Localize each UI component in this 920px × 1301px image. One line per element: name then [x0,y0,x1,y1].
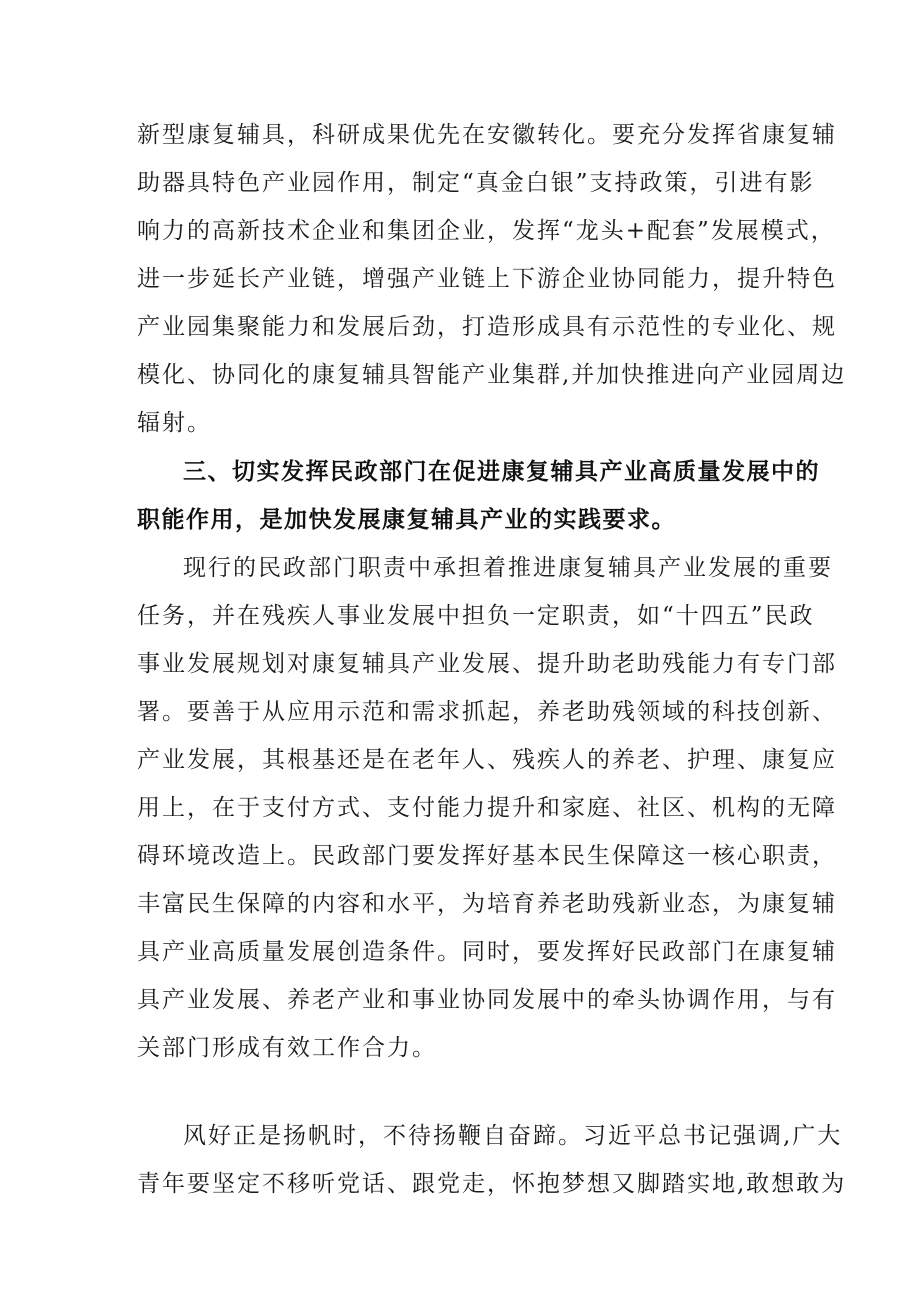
paragraph-line: 助器具特色产业园作用，制定“真金白银”支持政策，引进有影 [137,170,815,196]
paragraph-closing [137,1112,847,1208]
paragraph-line: 响力的高新技术企业和集团企业，发挥“龙头+配套”发展模式， [137,218,836,244]
paragraph-line: 模化、协同化的康复辅具智能产业集群,并加快推进向产业园周边 [137,362,847,388]
paragraph-line: 产业发展，其根基还是在老年人、残疾人的养老、护理、康复应 [137,747,837,773]
paragraph-line: 风好正是扬帆时，不待扬鞭自奋蹄。习近平总书记强调,广大 [183,1123,843,1149]
paragraph-line: 辐射。 [137,410,212,436]
paragraph-line: 现行的民政部门职责中承担着推进康复辅具产业发展的重要 [183,555,833,581]
paragraph-line: 丰富民生保障的内容和水平，为培育养老助残新业态，为康复辅 [137,891,837,917]
paragraph-civil-affairs [137,544,837,1072]
section-heading-three [137,448,820,544]
paragraph-line: 具产业高质量发展创造条件。同时，要发挥好民政部门在康复辅 [137,939,837,965]
paragraph-line: 任务，并在残疾人事业发展中担负一定职责，如“十四五”民政 [137,603,815,629]
heading-line: 职能作用，是加快发展康复辅具产业的实践要求。 [137,507,676,533]
paragraph-line: 事业发展规划对康复辅具产业发展、提升助老助残能力有专门部 [137,651,837,677]
paragraph-line: 关部门形成有效工作合力。 [137,1035,437,1061]
paragraph-line: 产业园集聚能力和发展后劲，打造形成具有示范性的专业化、规 [137,314,837,340]
paragraph-line: 碍环境改造上。民政部门要发挥好基本民生保障这一核心职责， [137,843,837,869]
paragraph-line: 署。要善于从应用示范和需求抓起，养老助残领域的科技创新、 [137,699,837,725]
paragraph-line: 新型康复辅具，科研成果优先在安徽转化。要充分发挥省康复辅 [137,122,837,148]
paragraph-line: 用上，在于支付方式、支付能力提升和家庭、社区、机构的无障 [137,795,837,821]
heading-line: 三、切实发挥民政部门在促进康复辅具产业高质量发展中的 [183,459,820,485]
paragraph-industrial-park [137,111,847,447]
paragraph-line: 具产业发展、养老产业和事业协同发展中的牵头协调作用，与有 [137,987,837,1013]
paragraph-line: 进一步延长产业链，增强产业链上下游企业协同能力，提升特色 [137,266,837,292]
paragraph-line: 青年要坚定不移听党话、跟党走，怀抱梦想又脚踏实地,敢想敢为 [137,1171,847,1197]
